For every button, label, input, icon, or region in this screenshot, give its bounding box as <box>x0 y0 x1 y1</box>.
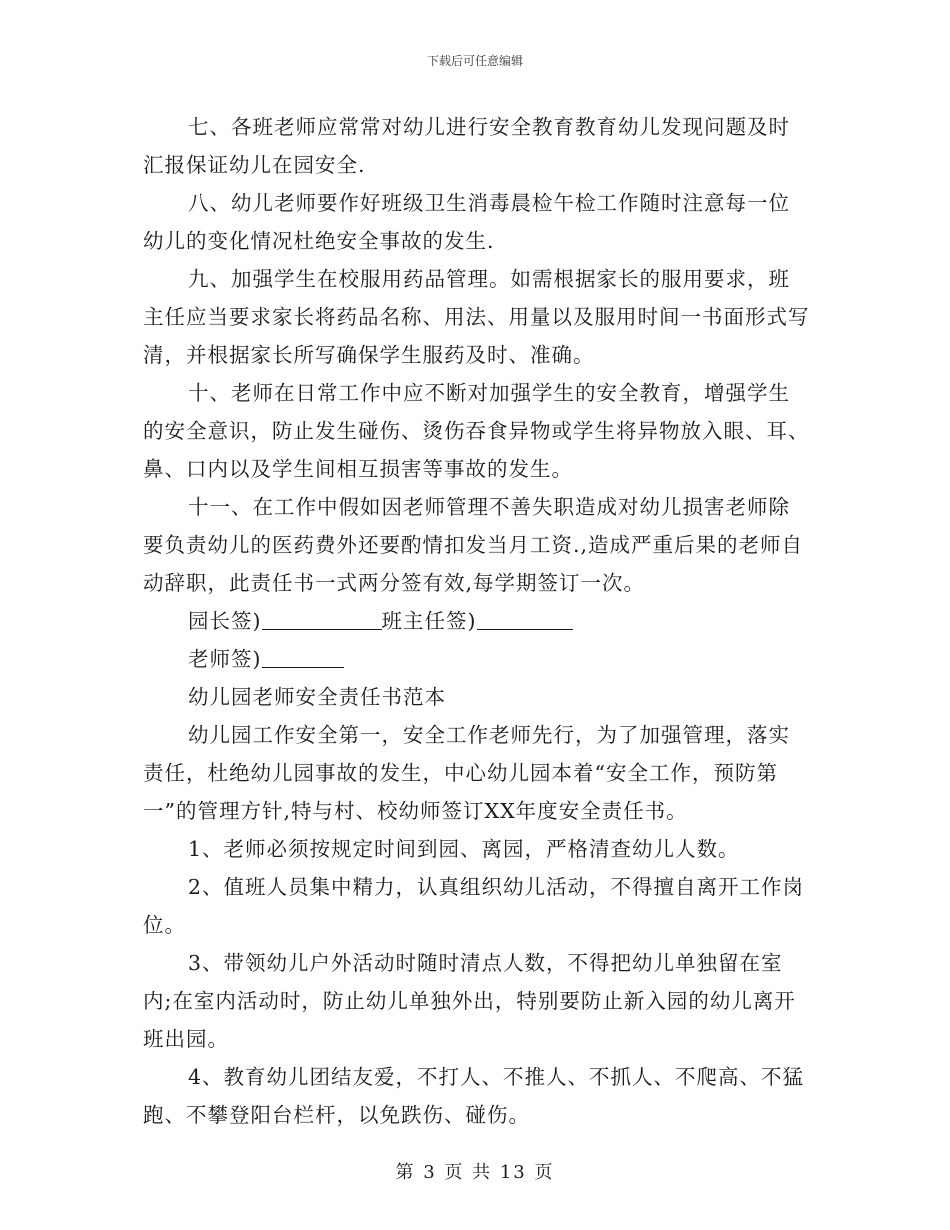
document-body <box>143 108 811 1134</box>
teacher-signature-line <box>262 645 344 668</box>
rule-item-2: 2、值班人员集中精力，认真组织幼儿活动，不得擅自离开工作岗位。 <box>143 875 805 937</box>
rule-item-1: 1、老师必须按规定时间到园、离园，严格清查幼儿人数。 <box>188 837 740 861</box>
paragraph-item-10: 十、老师在日常工作中应不断对加强学生的安全教育，增强学生的安全意识，防止发生碰伤、烫伤吞食异物或学生将异物放入眼、耳、鼻、口内以及学生间相互损害等事故的发生。 <box>143 381 810 481</box>
paragraph-item-9: 九、加强学生在校服用药品管理。如需根据家长的服用要求，班主任应当要求家长将药品名称、用法、用量以及服用时间一书面形式写清，并根据家长所写确保学生服药及时、准确。 <box>143 267 810 367</box>
paragraph-item-7: 七、各班老师应常常对幼儿进行安全教育教育幼儿发现问题及时汇报保证幼儿在园安全. <box>143 115 790 177</box>
rule-item-3: 3、带领幼儿户外活动时随时清点人数，不得把幼儿单独留在室内;在室内活动时，防止幼儿单独外出，特别要防止新入园的幼儿离开班出园。 <box>143 951 796 1051</box>
head-teacher-signature-line <box>477 607 573 630</box>
signature-row-teacher <box>143 640 811 678</box>
signature-row-principal <box>143 602 811 640</box>
page-footer: 第 3 页 共 13 页 <box>395 1162 555 1183</box>
page-header: 下载后可任意编辑 <box>426 54 523 68</box>
principal-signature-label: 园长签) <box>188 609 262 633</box>
principal-signature-line <box>262 607 382 630</box>
paragraph-item-11: 十一、在工作中假如因老师管理不善失职造成对幼儿损害老师除要负责幼儿的医药费外还要酌情扣发当月工资.,造成严重后果的老师自动辞职，此责任书一式两分签有效,每学期签订一次。 <box>143 495 804 595</box>
paragraph-item-8: 八、幼儿老师要作好班级卫生消毒晨检午检工作随时注意每一位幼儿的变化情况杜绝安全事故的发生. <box>143 191 790 253</box>
teacher-signature-label: 老师签) <box>188 647 262 671</box>
rule-item-4: 4、教育幼儿团结友爱，不打人、不推人、不抓人、不爬高、不猛跑、不攀登阳台栏杆，以免跌伤、碰伤。 <box>143 1065 805 1127</box>
head-teacher-signature-label: 班主任签) <box>381 609 477 633</box>
intro-paragraph: 幼儿园工作安全第一，安全工作老师先行，为了加强管理，落实责任，杜绝幼儿园事故的发生，中心幼儿园本着“安全工作，预防第一”的管理方针,特与村、校幼师签订XX年度安全责任书。 <box>143 723 790 823</box>
section-title: 幼儿园老师安全责任书范本 <box>188 685 446 709</box>
